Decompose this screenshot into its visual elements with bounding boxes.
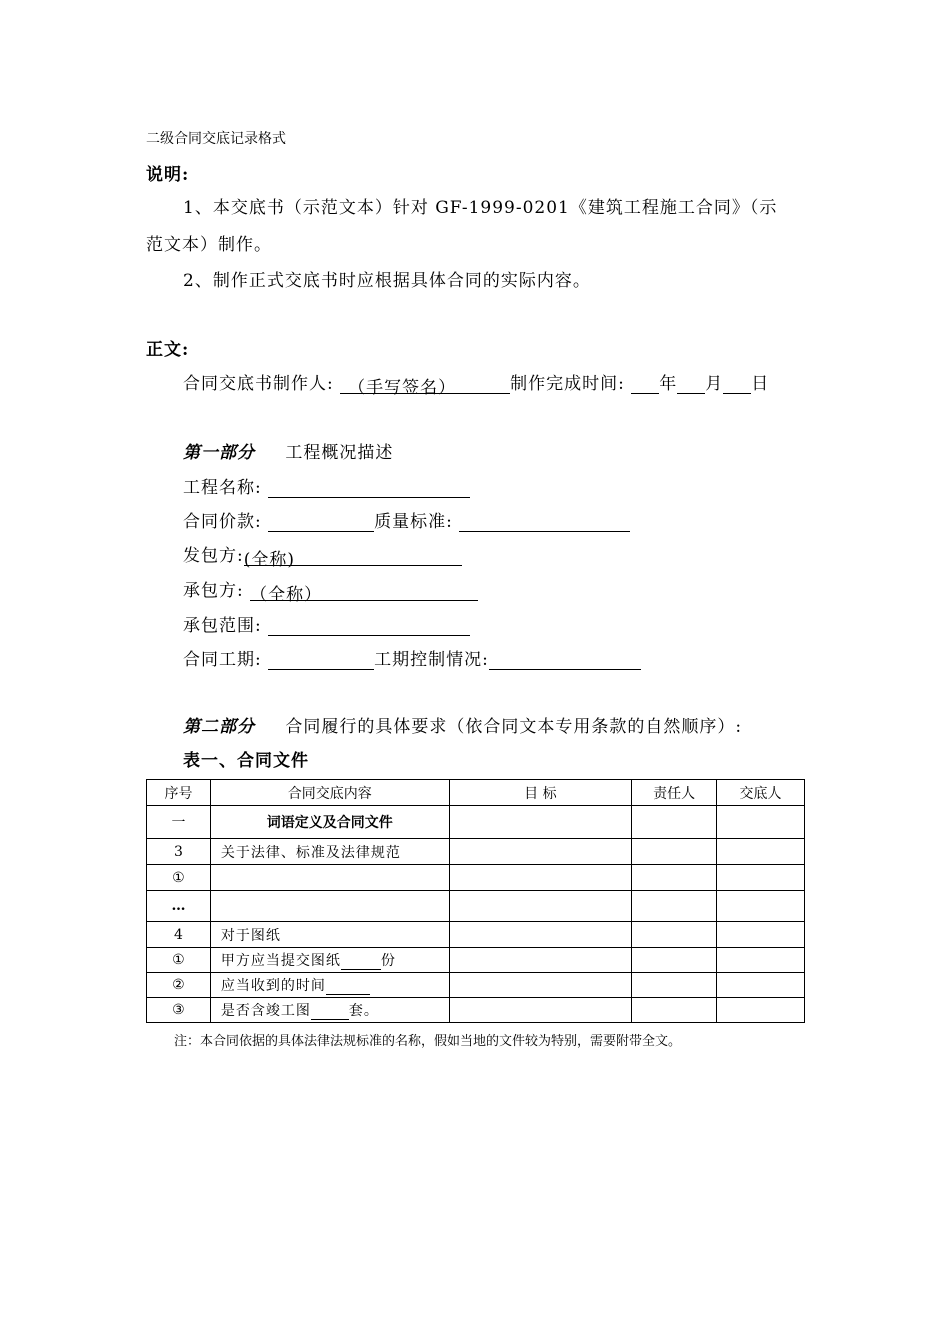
project-name-label: 工程名称: [183,478,262,498]
employer-field[interactable] [243,545,462,570]
quality-standard-label: 质量标准: [374,512,453,532]
body-heading: 正文: [146,340,190,360]
duration-field[interactable] [268,649,374,670]
year-label: 年 [659,374,678,394]
table-header-row [147,780,805,806]
maker-signature-field[interactable] [340,373,510,398]
scope-label: 承包范围: [183,616,262,636]
row-presenter-cell[interactable] [717,922,805,948]
maker-label: 合同交底书制作人: [183,374,334,394]
maker-line [183,369,770,398]
row-target-cell[interactable] [449,998,632,1023]
contractor-row [183,576,478,605]
row-responsible-cell[interactable] [632,891,717,922]
header-presenter: 交底人 [717,780,805,806]
row-no: 4 [147,922,211,948]
row-responsible-cell[interactable] [632,865,717,891]
quality-standard-field[interactable] [459,511,630,532]
row-no: … [147,891,211,922]
row-no: ③ [147,998,211,1023]
row-content-cell [210,998,449,1023]
table-row [147,922,805,948]
row-no: ① [147,865,211,891]
schedule-control-field[interactable] [489,649,641,670]
table-row [147,806,805,839]
row-suffix: 份 [380,953,396,969]
row-content[interactable] [210,865,449,891]
row-presenter-cell[interactable] [717,806,805,839]
part1-title: 第一部分 [183,443,255,463]
table-row [147,865,805,891]
contract-price-label: 合同价款: [183,512,262,532]
row-content[interactable] [210,891,449,922]
row-responsible-cell[interactable] [632,948,717,973]
row-no: 3 [147,839,211,865]
scope-field[interactable] [268,615,470,636]
table-row [147,948,805,973]
document-title: 二级合同交底记录格式 [146,131,286,147]
row-content-cell [210,948,449,973]
employer-value: (全称) [243,550,295,570]
contract-documents-table [146,779,805,1023]
table-title: 表一、合同文件 [183,751,309,771]
row-content: 关于法律、标准及法律规范 [210,839,449,865]
row-presenter-cell[interactable] [717,948,805,973]
row-content: 应当收到的时间 [220,978,326,994]
month-label: 月 [705,374,724,394]
row-responsible-cell[interactable] [632,998,717,1023]
part2-heading [183,712,742,737]
row-target-cell[interactable] [449,973,632,998]
row-no: 一 [147,806,211,839]
part2-title: 第二部分 [183,717,255,737]
notes-line-1a: 1、本交底书（示范文本）针对 GF-1999-0201《建筑工程施工合同》（示 [183,198,778,218]
row-target-cell[interactable] [449,806,632,839]
completion-label: 制作完成时间: [510,374,625,394]
table-row [147,998,805,1023]
row-responsible-cell[interactable] [632,806,717,839]
project-name-field[interactable] [268,477,470,498]
table-row [147,973,805,998]
contract-price-field[interactable] [268,511,374,532]
year-field[interactable] [631,373,659,394]
employer-row [183,541,462,570]
row-suffix: 套。 [348,1003,379,1019]
row-presenter-cell[interactable] [717,839,805,865]
table-row [147,839,805,865]
as-built-sets-field[interactable] [311,1003,349,1020]
row-target-cell[interactable] [449,839,632,865]
notes-line-2: 2、制作正式交底书时应根据具体合同的实际内容。 [183,271,591,291]
row-presenter-cell[interactable] [717,998,805,1023]
header-target: 目 标 [449,780,632,806]
row-presenter-cell[interactable] [717,865,805,891]
price-quality-row [183,507,630,532]
notes-heading: 说明: [146,165,190,185]
row-content: 对于图纸 [210,922,449,948]
header-content: 合同交底内容 [210,780,449,806]
duration-row [183,645,641,670]
row-presenter-cell[interactable] [717,973,805,998]
day-field[interactable] [723,373,751,394]
row-content-cell [210,973,449,998]
footnote: 注：本合同依据的具体法律法规标准的名称，假如当地的文件较为特别，需要附带全文。 [174,1034,682,1049]
row-no: ① [147,948,211,973]
maker-value: （手写签名） [348,378,457,398]
row-no: ② [147,973,211,998]
project-name-row [183,473,470,498]
duration-label: 合同工期: [183,650,262,670]
row-presenter-cell[interactable] [717,891,805,922]
day-label: 日 [751,374,770,394]
row-responsible-cell[interactable] [632,839,717,865]
row-content: 词语定义及合同文件 [210,806,449,839]
part2-subtitle: 合同履行的具体要求（依合同文本专用条款的自然顺序）: [285,717,743,737]
row-content: 是否含竣工图 [220,1003,311,1019]
month-field[interactable] [677,373,705,394]
row-target-cell[interactable] [449,948,632,973]
row-responsible-cell[interactable] [632,973,717,998]
part1-heading [183,438,393,463]
schedule-control-label: 工期控制情况: [374,650,489,670]
header-responsible: 责任人 [632,780,717,806]
employer-label: 发包方: [183,546,244,566]
drawings-count-field[interactable] [341,953,381,970]
scope-row [183,611,470,636]
table-row [147,891,805,922]
row-target-cell[interactable] [449,922,632,948]
row-content: 甲方应当提交图纸 [220,953,341,969]
contractor-value: （全称） [250,585,323,605]
row-target-cell[interactable] [449,891,632,922]
part1-subtitle: 工程概况描述 [285,443,394,463]
row-responsible-cell[interactable] [632,922,717,948]
row-target-cell[interactable] [449,865,632,891]
contractor-label: 承包方: [183,581,244,601]
header-no: 序号 [147,780,211,806]
contractor-field[interactable] [250,580,478,605]
receive-time-field[interactable] [326,978,370,995]
notes-line-1b: 范文本）制作。 [146,235,272,255]
